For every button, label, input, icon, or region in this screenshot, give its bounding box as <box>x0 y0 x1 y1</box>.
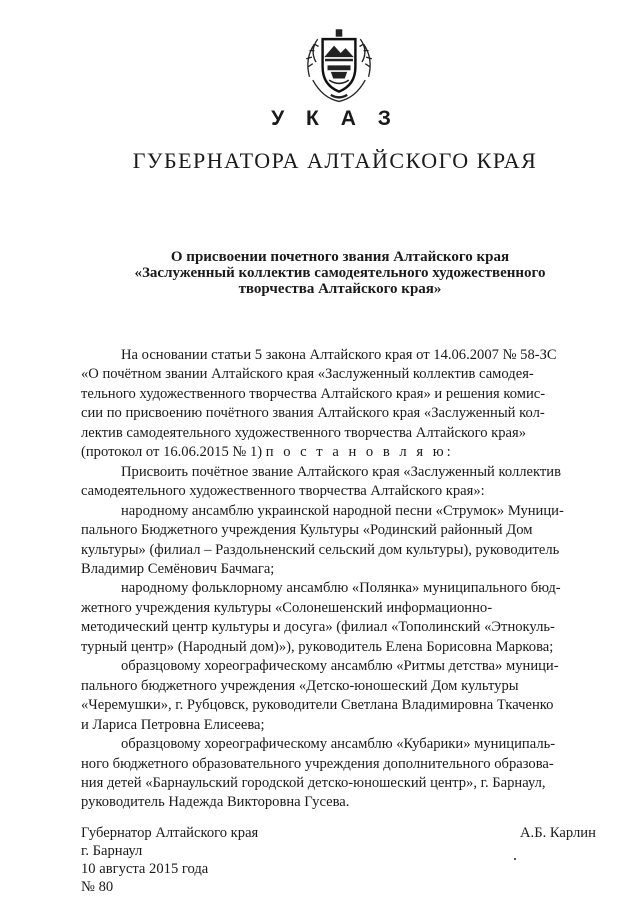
body-line: самодеятельного художественного творчества Алтайского края»: <box>81 483 485 500</box>
body-line: народному ансамблю украинской народной песни «Струмок» Муници- <box>121 502 564 519</box>
heading-line: творчества Алтайского края» <box>238 281 442 297</box>
body-line: руководитель Надежда Викторовна Гусева. <box>81 794 350 811</box>
body-line: культуры» (филиал – Раздольненский сельский дом культуры), руководитель <box>81 541 560 558</box>
body-line: методический центр культуры и досуга» (филиал «Тополинский «Этнокуль- <box>81 619 555 636</box>
body-line: ния детей «Барнаульский городской детско-юношеский центр», г. Барнаул, <box>81 774 546 791</box>
heading-line: О присвоении почетного звания Алтайского края <box>170 249 510 265</box>
body-line: пального Бюджетного учреждения Культуры «Родинский районный Дом <box>81 522 533 539</box>
body-line: лектив самодеятельного художественного творчества Алтайского края» <box>81 424 527 441</box>
body-line: пального бюджетного учреждения «Детско-юношеский Дом культуры <box>81 677 519 694</box>
heading-line: «Заслуженный коллектив самодеятельного художественного <box>134 265 546 281</box>
decree-title: У К А З <box>271 107 399 130</box>
body-line: «Черемушки», г. Рубцовск, руководители Светлана Владимировна Ткаченко <box>81 697 554 714</box>
decree-heading <box>100 249 580 297</box>
body-line: ного бюджетного образовательного учреждения дополнительного образова- <box>81 755 554 772</box>
decree-body <box>81 346 611 813</box>
body-line <box>81 443 611 462</box>
body-line: народному фольклорному ансамблю «Полянка» муниципального бюд- <box>121 580 561 597</box>
decree-issuer: ГУБЕРНАТОРА АЛТАЙСКОГО КРАЯ <box>132 148 538 173</box>
signature-block <box>81 824 258 896</box>
body-line: сии по присвоению почётного звания Алтайского края «Заслуженный кол- <box>81 405 545 422</box>
body-line: На основании статьи 5 закона Алтайского края от 14.06.2007 № 58-ЗС <box>121 347 557 363</box>
protocol-reference: (протокол от 16.06.2015 № 1) <box>81 444 263 461</box>
issue-city: г. Барнаул <box>81 843 143 859</box>
body-line: жетного учреждения культуры «Солонешенский информационно- <box>81 599 493 616</box>
decree-number: № 80 <box>81 879 114 895</box>
scan-speck <box>514 858 516 860</box>
coat-of-arms-icon <box>298 26 380 108</box>
body-line: и Лариса Петровна Елисеева; <box>81 716 265 733</box>
signatory-position: Губернатор Алтайского края <box>81 825 259 841</box>
body-line: Владимир Семёнович Бачмага; <box>81 560 275 577</box>
body-line: Присвоить почётное звание Алтайского края «Заслуженный коллектив <box>121 463 561 480</box>
body-line: тельного художественного творчества Алтайского края» и решения комис- <box>81 385 546 402</box>
body-line: турный центр» (Народный дом)»), руководитель Елена Борисовна Маркова; <box>81 638 554 655</box>
body-line: образцовому хореографическому ансамблю «Ритмы детства» муници- <box>121 658 559 675</box>
issue-date: 10 августа 2015 года <box>81 861 209 877</box>
signatory-name: А.Б. Карлин <box>520 825 596 841</box>
resolve-word: п о с т а н о в л я ю: <box>265 444 454 461</box>
body-line: образцовому хореографическому ансамблю «Кубарики» муниципаль- <box>121 736 556 753</box>
body-line: «О почётном звании Алтайского края «Заслуженный коллектив самодея- <box>81 366 534 383</box>
